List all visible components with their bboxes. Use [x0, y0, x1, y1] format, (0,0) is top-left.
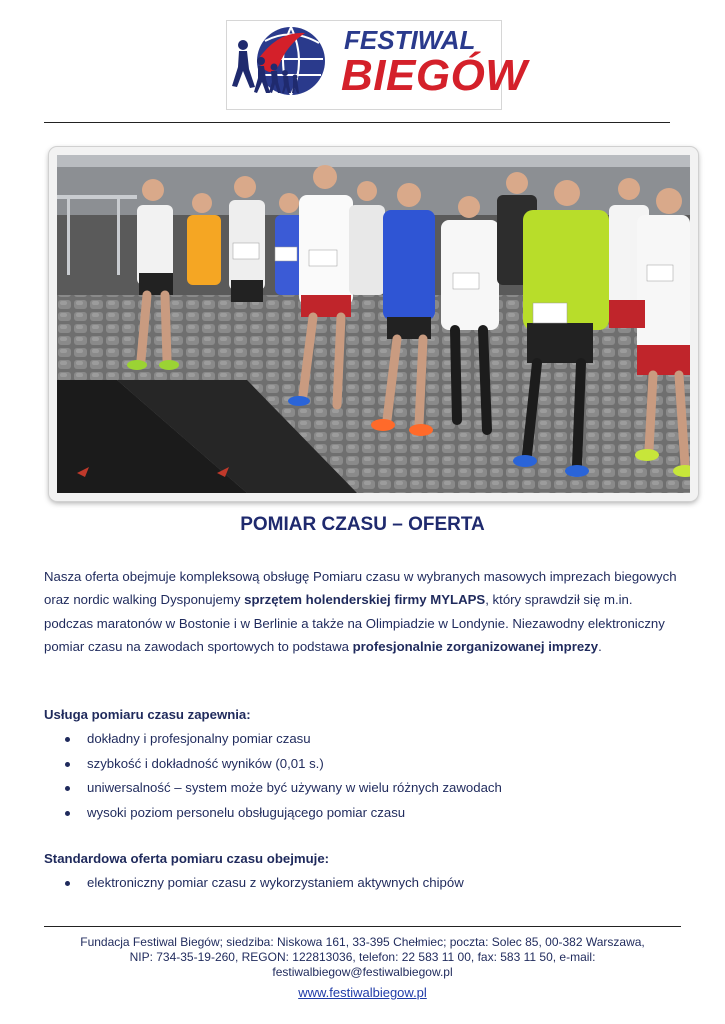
section-heading-zapewnia: Usługa pomiaru czasu zapewnia: [44, 707, 251, 722]
footer-divider [44, 926, 681, 927]
intro-text-3: . [598, 638, 602, 654]
bullet-icon [65, 737, 70, 742]
footer-email[interactable]: festiwalbiegow@festiwalbiegow.pl [272, 965, 453, 979]
list-item-text: wysoki poziom personelu obsługującego pomiar czasu [87, 804, 406, 820]
offer-list [44, 873, 464, 898]
list-item-text: uniwersalność – system może być używany w wielu różnych zawodach [87, 780, 502, 795]
photo-frame [49, 147, 698, 501]
bullet-icon [65, 762, 70, 767]
logo-text-biegow: BIEGÓW [341, 51, 528, 100]
footer-line-2: NIP: 734-35-19-260, REGON: 122813036, telefon: 22 583 11 00, fax: 583 11 50, e-mail: [129, 950, 596, 964]
intro-text-1: Nasza oferta obejmuje kompleksową obsługę Pomiaru czasu w wybranych masowych imprezach biegowych oraz nordic walking Dysponujemy [44, 569, 677, 608]
list-item-text: elektroniczny pomiar czasu z wykorzystaniem aktywnych chipów [87, 875, 464, 890]
runners-start-photo [57, 155, 690, 493]
intro-paragraph [44, 565, 684, 658]
festiwal-biegow-logo [226, 20, 528, 110]
list-item-text: dokładny i profesjonalny pomiar czasu [87, 731, 311, 746]
bullet-icon [65, 811, 70, 816]
header-divider [44, 122, 670, 123]
logo-text-festiwal: FESTIWAL [344, 25, 476, 55]
list-item [44, 778, 502, 803]
bullet-icon [65, 881, 70, 886]
intro-bold-profesjonalnie: profesjonalnie zorganizowanej imprezy [352, 638, 599, 654]
website-link[interactable]: www.festiwalbiegow.pl [298, 985, 427, 1000]
footer-contact [0, 935, 725, 980]
features-list [44, 729, 502, 827]
intro-bold-mylaps: sprzętem holenderskiej firmy MYLAPS [244, 592, 486, 608]
footer-line-1: Fundacja Festiwal Biegów; siedziba: Niskowa 161, 33-395 Chełmiec; poczta: Solec 85, 00-382 Warszawa, [80, 935, 645, 949]
list-item [44, 729, 502, 754]
page-title: POMIAR CZASU – OFERTA [240, 514, 485, 535]
bullet-icon [65, 786, 70, 791]
list-item-text: szybkość i dokładność wyników (0,01 s.) [87, 755, 324, 771]
intro-text-2: , który sprawdził się m.in. podczas maratonów w Bostonie i w Berlinie a także na Olimpiadzie w Londynie. Niezawodny elektroniczny pomiar czasu na zawodach sportowych to podstawa [44, 592, 665, 654]
section-heading-obejmuje: Standardowa oferta pomiaru czasu obejmuje: [44, 851, 330, 866]
list-item [44, 754, 502, 779]
list-item [44, 803, 502, 828]
list-item [44, 873, 464, 898]
